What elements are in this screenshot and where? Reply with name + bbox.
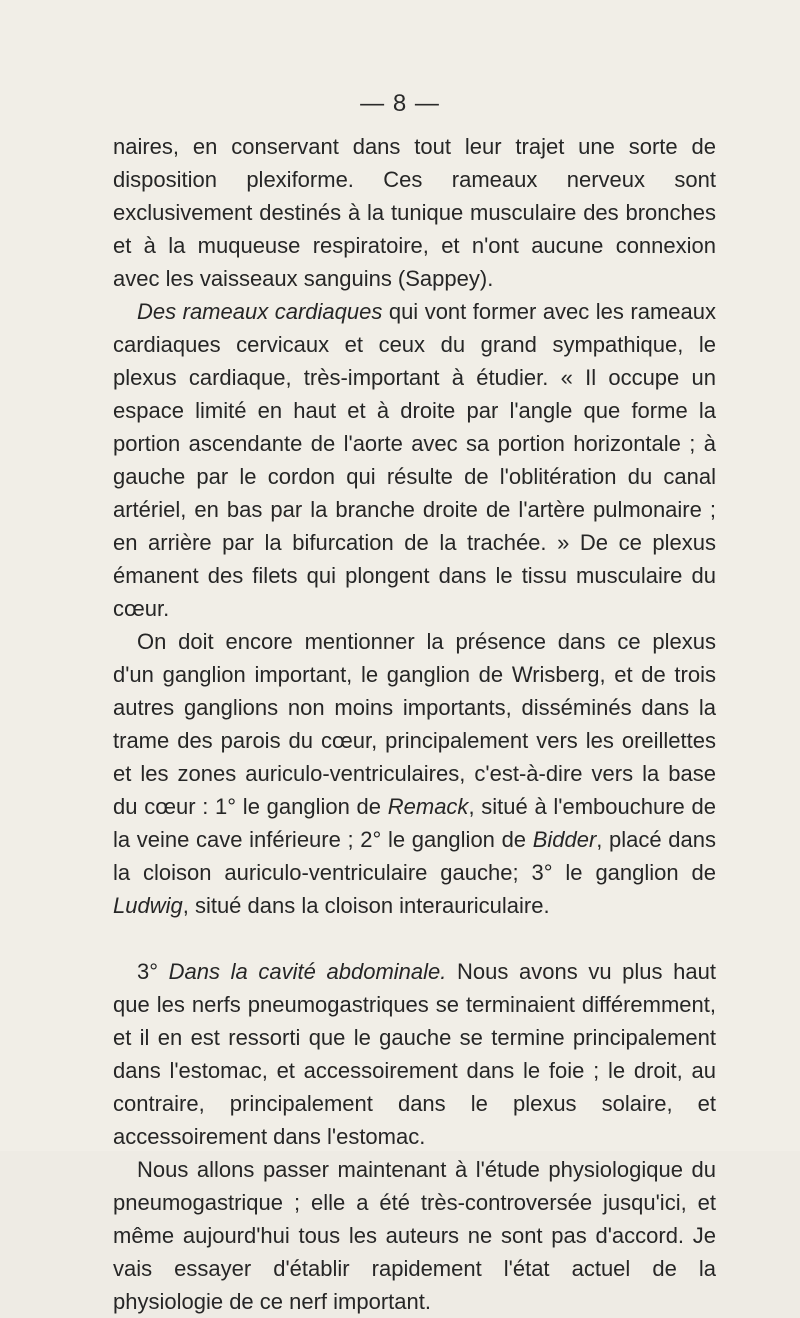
paragraph-3-text-b: , situé à l'embouchure de la veine cave inférieure ; 2° le ganglion de: [113, 794, 716, 852]
italic-name-ludwig: Ludwig: [113, 893, 183, 918]
paragraph-5: Nous allons passer maintenant à l'étude physiologique du pneumogastrique ; elle a été très-controversée jusqu'ici, et même aujourd'hui tous les auteurs ne sont pas d'accord. Je vais essayer d'établir rapidement l'état actuel de la physiologie de ce nerf important.: [113, 1157, 716, 1314]
paragraph-4: [113, 955, 716, 1153]
italic-heading-cardiac-branches: Des rameaux cardiaques: [137, 299, 383, 324]
page-number: — 8 —: [360, 90, 440, 117]
italic-heading-abdominal: Dans la cavité abdominale.: [168, 959, 447, 984]
italic-name-remack: Remack: [387, 794, 469, 819]
italic-name-bidder: Bidder: [532, 827, 597, 852]
body-text: [113, 130, 716, 1318]
paragraph-2: [113, 295, 716, 625]
paragraph-2-text: qui vont former avec les rameaux cardiaques cervicaux et ceux du grand sympathique, le plexus cardiaque, très-important à étudier. « Il occupe un espace limité en haut et à droite par l'angle que forme la portion ascendante de l'aorte avec sa portion horizontale ; à gauche par le cordon qui résulte de l'oblitération du canal artériel, en bas par la branche droite de l'artère pulmonaire ; en arrière par la bifurcation de la trachée. » De ce plexus émanent des filets qui plongent dans le tissu musculaire du cœur.: [113, 299, 716, 621]
paragraph-3-text-c: , placé dans la cloison auriculo-ventriculaire gauche; 3° le ganglion de: [113, 827, 716, 885]
paragraph-3-text-a: On doit encore mentionner la présence dans ce plexus d'un ganglion important, le ganglion de Wrisberg, et de trois autres ganglions non moins importants, disséminés dans la trame des parois du cœur, principalement vers les oreillettes et les zones auriculo-ventriculaires, c'est-à-dire vers la base du cœur : 1° le ganglion de: [113, 629, 716, 819]
paragraph-3-text-d: , situé dans la cloison interauriculaire.: [182, 893, 550, 918]
paragraph-1: naires, en conservant dans tout leur trajet une sorte de disposition plexiforme. Ces rameaux nerveux sont exclusivement destinés à la tunique musculaire des bronches et à la muqueuse respiratoire, et n'ont aucune connexion avec les vaisseaux sanguins (Sappey).: [113, 134, 716, 291]
section-number: 3°: [137, 959, 169, 984]
paragraph-3: [113, 625, 716, 922]
paragraph-4-text: Nous avons vu plus haut que les nerfs pneumogastriques se terminaient différemment, et il en est ressorti que le gauche se termine principalement dans l'estomac, et accessoirement dans le foie ; le droit, au contraire, principalement dans le plexus solaire, et accessoirement dans l'estomac.: [113, 959, 716, 1149]
